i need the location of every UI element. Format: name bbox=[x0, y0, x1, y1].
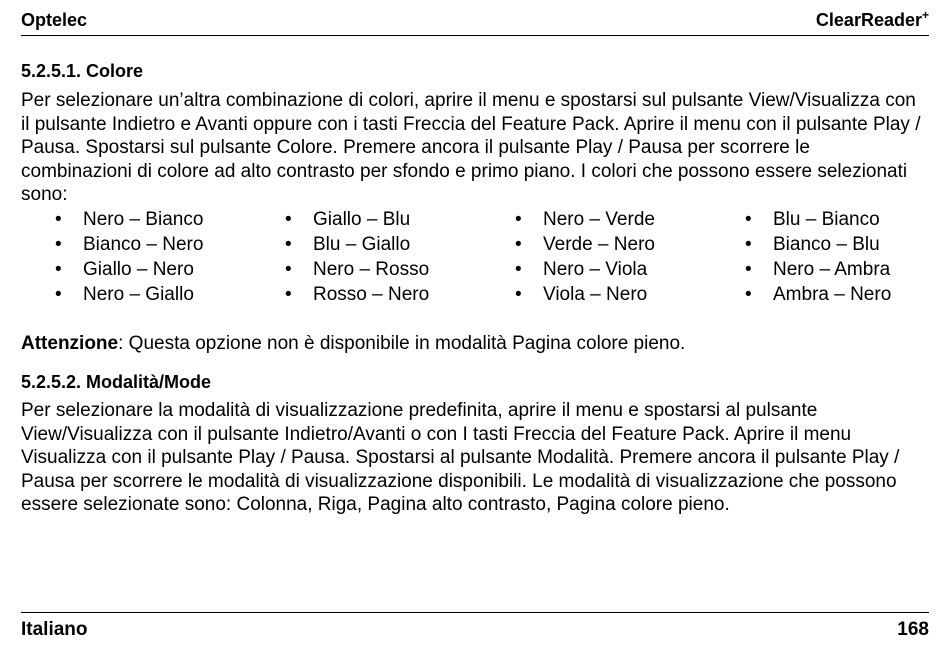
bullet-icon: • bbox=[745, 208, 752, 230]
bullet-icon: • bbox=[285, 208, 292, 230]
header-brand: Optelec bbox=[21, 10, 88, 30]
color-column-2 bbox=[285, 207, 515, 307]
bullet-icon: • bbox=[515, 208, 522, 230]
bullet-icon: • bbox=[55, 208, 62, 230]
section-title-colore: 5.2.5.1. Colore bbox=[21, 61, 144, 81]
bullet-icon: • bbox=[515, 258, 522, 280]
list-item bbox=[285, 232, 515, 257]
page-footer bbox=[21, 612, 929, 641]
color-column-4 bbox=[745, 207, 950, 307]
attention-text: : Questa opzione non è disponibile in modalità Pagina colore pieno. bbox=[118, 332, 686, 354]
list-item bbox=[745, 257, 950, 282]
bullet-icon: • bbox=[55, 258, 62, 280]
bullet-icon: • bbox=[745, 258, 752, 280]
page-content bbox=[21, 59, 926, 517]
list-item bbox=[745, 282, 950, 307]
list-item bbox=[745, 207, 950, 232]
list-item-text: Nero – Giallo bbox=[83, 283, 194, 305]
list-item bbox=[515, 207, 745, 232]
header-product-name: ClearReader bbox=[815, 10, 922, 30]
list-item-text: Nero – Ambra bbox=[773, 258, 891, 280]
list-item-text: Blu – Giallo bbox=[313, 233, 411, 255]
list-item bbox=[285, 207, 515, 232]
header-product-sup: + bbox=[921, 8, 929, 22]
bullet-icon: • bbox=[285, 233, 292, 255]
list-item-text: Giallo – Nero bbox=[83, 258, 194, 280]
list-item-text: Giallo – Blu bbox=[313, 208, 411, 230]
bullet-icon: • bbox=[515, 283, 522, 305]
section-title-modalita: 5.2.5.2. Modalità/Mode bbox=[21, 372, 212, 392]
section-paragraph-colore: Per selezionare un’altra combinazione di colori, aprire il menu e spostarsi sul pulsante View/Visualizza con il pulsante Indietro e Avanti oppure con i tasti Freccia del Feature Pack. Aprire il menu con il pulsante Play / Pausa. Spostarsi sul pulsante Colore. Premere ancora il pulsante Play / Pausa per scorrere le combinazioni di colore ad alto contrasto per sfondo e primo piano. I colori che possono essere selezionati sono: bbox=[21, 90, 921, 205]
bullet-icon: • bbox=[55, 283, 62, 305]
header-product bbox=[816, 10, 929, 31]
list-item-text: Bianco – Blu bbox=[773, 233, 880, 255]
footer-language: Italiano bbox=[21, 619, 88, 640]
color-list bbox=[55, 207, 926, 307]
page-header bbox=[21, 10, 929, 36]
list-item bbox=[515, 232, 745, 257]
list-item-text: Ambra – Nero bbox=[773, 283, 892, 305]
list-item bbox=[55, 282, 285, 307]
bullet-icon: • bbox=[55, 233, 62, 255]
bullet-icon: • bbox=[745, 233, 752, 255]
list-item-text: Blu – Bianco bbox=[773, 208, 880, 230]
section-paragraph-modalita: Per selezionare la modalità di visualizzazione predefinita, aprire il menu e spostarsi al pulsante View/Visualizza con il pulsante Indietro/Avanti o con I tasti Freccia del Feature Pack. Aprire il menu Visualizza con il pulsante Play / Pausa. Spostarsi al pulsante Modalità. Premere ancora il pulsante Play / Pausa per scorrere le modalità di visualizzazione disponibili. Le modalità di visualizzazione che possono essere selezionate sono: Colonna, Riga, Pagina alto contrasto, Pagina colore pieno. bbox=[21, 400, 900, 515]
bullet-icon: • bbox=[515, 233, 522, 255]
color-column-1 bbox=[55, 207, 285, 307]
bullet-icon: • bbox=[285, 283, 292, 305]
page-number: 168 bbox=[897, 619, 929, 640]
list-item bbox=[285, 282, 515, 307]
list-item-text: Nero – Viola bbox=[543, 258, 648, 280]
list-item-text: Nero – Verde bbox=[543, 208, 655, 230]
color-column-3 bbox=[515, 207, 745, 307]
attention-note bbox=[21, 332, 926, 356]
list-item bbox=[285, 257, 515, 282]
bullet-icon: • bbox=[285, 258, 292, 280]
list-item-text: Nero – Bianco bbox=[83, 208, 204, 230]
list-item-text: Viola – Nero bbox=[543, 283, 648, 305]
list-item-text: Rosso – Nero bbox=[313, 283, 430, 305]
list-item-text: Verde – Nero bbox=[543, 233, 655, 255]
list-item bbox=[55, 232, 285, 257]
list-item-text: Bianco – Nero bbox=[83, 233, 204, 255]
list-item bbox=[55, 257, 285, 282]
attention-label: Attenzione bbox=[21, 332, 119, 354]
list-item bbox=[745, 232, 950, 257]
list-item bbox=[515, 282, 745, 307]
list-item-text: Nero – Rosso bbox=[313, 258, 430, 280]
list-item bbox=[515, 257, 745, 282]
bullet-icon: • bbox=[745, 283, 752, 305]
list-item bbox=[55, 207, 285, 232]
